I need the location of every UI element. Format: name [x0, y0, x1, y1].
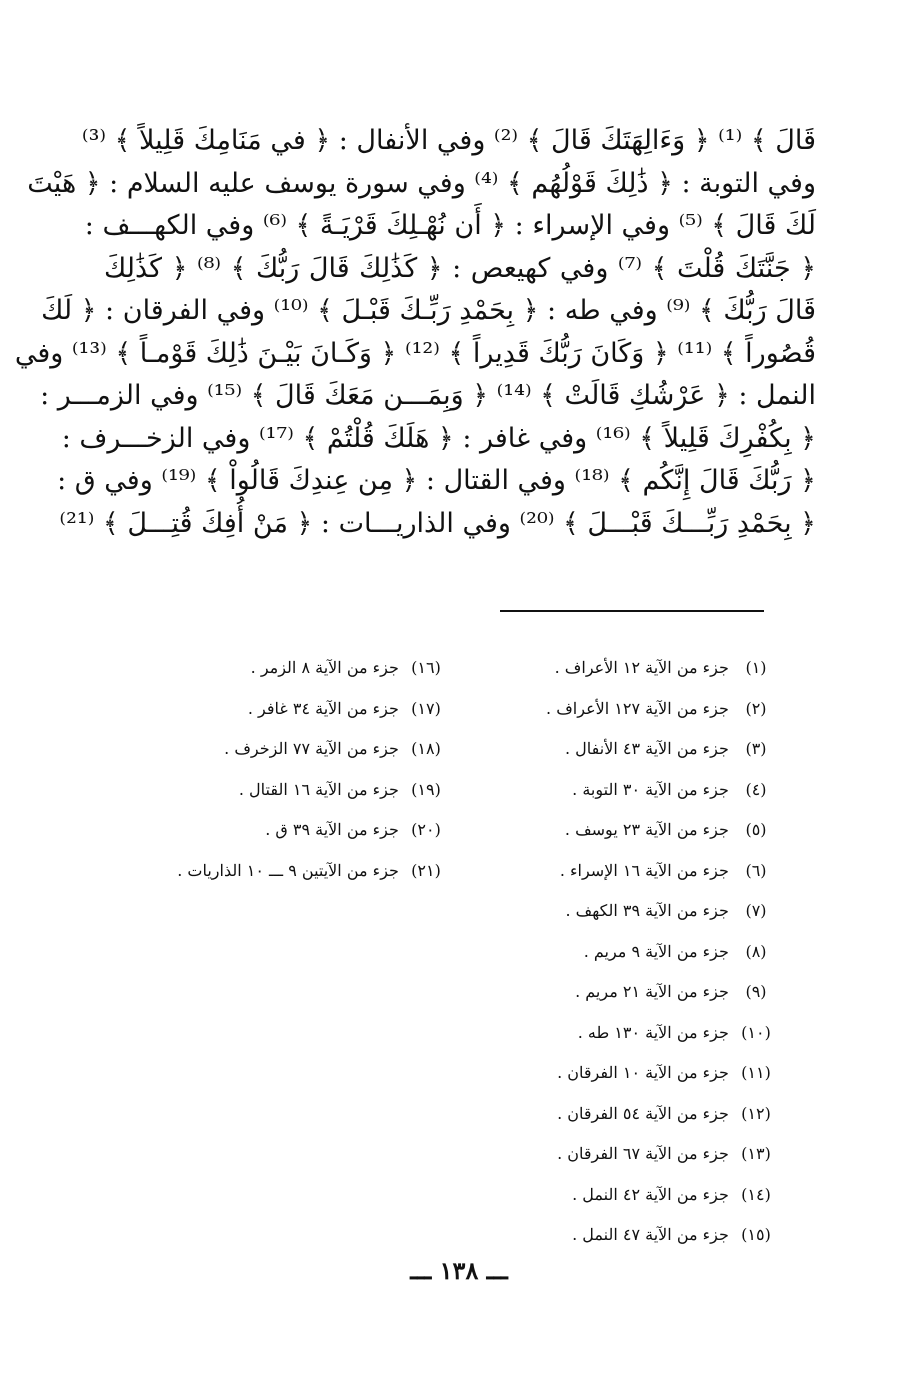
footnote-number: (١٨): [411, 739, 441, 758]
footnote-number: (٦): [745, 860, 767, 880]
main-text-line: وفي التوبة : ﴿ ذَٰلِكَ قَوْلُهُم ﴾ ⁽⁴⁾ وفي سورة يوسف عليه السلام : ﴿ هَيْتَ: [27, 167, 816, 199]
main-text-line: قُصُوراً ﴾ ⁽¹¹⁾ ﴿ وَكَانَ رَبُّكَ قَدِيراً ﴾ ⁽¹²⁾ ﴿ وَكَـانَ بَيْـنَ ذَٰلِكَ قَوْمـاً ﴾ ⁽¹³⁾ وفي: [14, 337, 816, 369]
main-text-line: قَالَ رَبُّكَ ﴾ ⁽⁹⁾ وفي طه : ﴿ بِحَمْدِ رَبِّـكَ قَبْـلَ ﴾ ⁽¹⁰⁾ وفي الفرقان : ﴿ لَكَ: [41, 295, 816, 326]
footnote-number: (٣): [745, 739, 767, 758]
footnote-item: [508, 1175, 778, 1216]
footnote-item: [508, 891, 778, 932]
footnote-number: (١٩): [411, 779, 441, 799]
footnote-text: جزء من الآية ١٠ الفرقان .: [557, 1063, 729, 1082]
footnote-item: [108, 648, 448, 689]
footnote-text: جزء من الآية ٥٤ الفرقان .: [557, 1103, 729, 1123]
footnote-text: جزء من الآية ١٣٠ طه .: [577, 1022, 729, 1042]
footnote-item: [508, 1134, 778, 1175]
footnote-item: [108, 689, 448, 730]
footnote-item: [508, 932, 778, 973]
footnote-text: جزء من الآية ٤٣ الأنفال .: [564, 739, 729, 758]
footnote-number: (١): [745, 658, 767, 677]
footnote-number: (١٥): [741, 1225, 771, 1244]
footnote-item: [508, 851, 778, 892]
footnotes-left-column: [108, 648, 448, 891]
footnote-number: (٥): [745, 820, 767, 839]
footnote-text: جزء من الآية ١٦ الإسراء .: [559, 860, 729, 880]
footnote-number: (١٢): [741, 1103, 771, 1123]
footnote-item: [508, 689, 778, 730]
footnote-item: [508, 770, 778, 811]
footnote-item: [508, 1215, 778, 1256]
footnote-item: [108, 729, 448, 770]
main-text-line: ﴿ جَنَّتَكَ قُلْتَ ﴾ ⁽⁷⁾ وفي كهيعص : ﴿ كَذَٰلِكَ قَالَ رَبُّكَ ﴾ ⁽⁸⁾ ﴿ كَذَٰلِكَ: [104, 252, 817, 284]
footnote-item: [108, 851, 448, 892]
footnote-number: (١٠): [741, 1022, 771, 1042]
footnote-text: جزء من الآية ٤٧ النمل .: [572, 1225, 729, 1244]
footnote-item: [508, 1053, 778, 1094]
page-number: ـــ ١٣٨ ـــ: [410, 1256, 508, 1285]
main-text-line: قَالَ ﴾ ⁽¹⁾ ﴿ وَءَالِهَتَكَ قَالَ ﴾ ⁽²⁾ وفي الأنفال : ﴿ في مَنَامِكَ قَلِيلاً ﴾ ⁽³⁾: [81, 125, 816, 156]
main-text-line: النمل : ﴿ عَرْشُكِ قَالَتْ ﴾ ⁽¹⁴⁾ ﴿ وَبِمَـــن مَعَكَ قَالَ ﴾ ⁽¹⁵⁾ وفي الزمـــر :: [40, 380, 816, 411]
footnote-text: جزء من الآية ٤٢ النمل .: [572, 1184, 729, 1204]
footnote-number: (٤): [745, 779, 767, 799]
footnote-number: (١٧): [411, 698, 441, 718]
footnote-item: [508, 972, 778, 1013]
main-text-line: ﴿ بِكُفْرِكَ قَلِيلاً ﴾ ⁽¹⁶⁾ وفي غافر : ﴿ هَلَكَ قُلْتُمْ ﴾ ⁽¹⁷⁾ وفي الزخـــرف :: [61, 422, 816, 454]
footnote-number: (١٦): [411, 658, 441, 677]
footnote-text: جزء من الآية ٣٩ ق .: [265, 820, 399, 839]
footnote-number: (٢): [745, 698, 767, 718]
footnote-item: [108, 810, 448, 851]
footnote-text: جزء من الآية ٧٧ الزخرف .: [224, 739, 399, 758]
footnote-number: (١١): [741, 1063, 771, 1082]
footnote-item: [508, 648, 778, 689]
footnote-divider: [500, 610, 764, 612]
footnote-text: جزء من الآية ١٢ الأعراف .: [554, 658, 729, 677]
footnotes-right-column: [508, 648, 778, 1256]
footnote-text: جزء من الآية ٩ مريم .: [583, 941, 729, 961]
footnote-item: [508, 1094, 778, 1135]
footnote-text: جزء من الآية ٣٤ غافر .: [247, 698, 399, 718]
footnote-number: (١٣): [741, 1144, 771, 1163]
footnote-text: جزء من الآية ١٦ القتال .: [238, 779, 399, 799]
footnote-item: [508, 729, 778, 770]
main-text-line: لَكَ قَالَ ﴾ ⁽⁵⁾ وفي الإسراء : ﴿ أَن نُهْـلِكَ قَرْيَـةً ﴾ ⁽⁶⁾ وفي الكهـــف :: [84, 210, 816, 241]
footnote-number: (٨): [745, 941, 767, 961]
footnote-text: جزء من الآية ٣٠ التوبة .: [572, 779, 729, 799]
footnote-text: جزء من الآية ١٢٧ الأعراف .: [546, 698, 729, 718]
footnote-text: جزء من الآيتين ٩ ـــ ١٠ الذاريات .: [177, 860, 399, 880]
footnote-number: (٢١): [411, 860, 441, 880]
footnote-text: جزء من الآية ٢٣ يوسف .: [564, 820, 729, 839]
footnote-number: (٢٠): [411, 820, 441, 839]
footnote-number: (١٤): [741, 1184, 771, 1204]
footnote-item: [108, 770, 448, 811]
footnote-text: جزء من الآية ٣٩ الكهف .: [565, 901, 729, 920]
footnote-text: جزء من الآية ٢١ مريم .: [575, 982, 729, 1001]
footnote-item: [508, 810, 778, 851]
main-text-line: ﴿ بِحَمْدِ رَبِّـــكَ قَبْـــلَ ﴾ ⁽²⁰⁾ وفي الذاريـــات : ﴿ مَنْ أُفِكَ قُتِـــلَ ﴾ ⁽²¹⁾: [59, 507, 816, 539]
footnote-text: جزء من الآية ٨ الزمر .: [250, 658, 399, 677]
main-text-block: [14, 120, 817, 545]
main-text-line: ﴿ رَبُّكَ قَالَ إِنَّكُم ﴾ ⁽¹⁸⁾ وفي القتال : ﴿ مِن عِندِكَ قَالُواْ ﴾ ⁽¹⁹⁾ وفي ق :: [57, 465, 816, 496]
footnote-number: (٧): [745, 901, 767, 920]
footnote-number: (٩): [745, 982, 767, 1001]
footnote-text: جزء من الآية ٦٧ الفرقان .: [557, 1144, 729, 1163]
footnote-item: [508, 1013, 778, 1054]
